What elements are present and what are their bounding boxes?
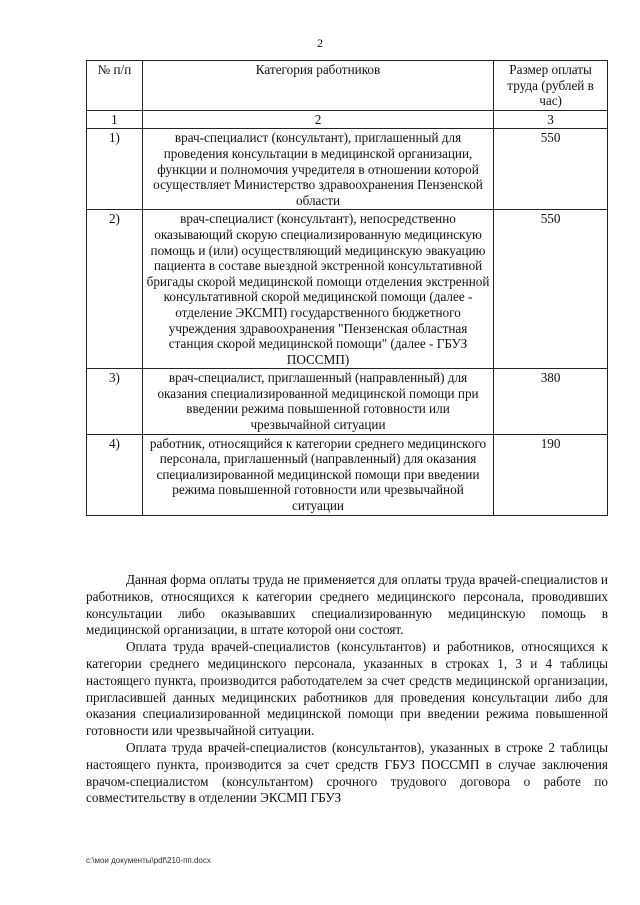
row-rate: 550 (494, 129, 608, 210)
row-rate: 190 (494, 434, 608, 515)
row-number: 2) (87, 210, 143, 369)
row-number: 1) (87, 129, 143, 210)
table-row (87, 129, 608, 210)
column-number: 2 (142, 110, 493, 129)
table-row (87, 434, 608, 515)
table-header-row (87, 61, 608, 111)
row-category: врач-специалист, приглашенный (направленный) для оказания специализированной медицинской помощи при введении режима повышенной готовности или чрезвычайной ситуации (142, 369, 493, 434)
payment-rates-table (86, 60, 608, 516)
table-row (87, 369, 608, 434)
row-rate: 550 (494, 210, 608, 369)
header-category: Категория работников (142, 61, 493, 111)
header-number: № п/п (87, 61, 143, 111)
row-category: работник, относящийся к категории среднего медицинского персонала, приглашенный (направленный) для оказания специализированной медицинской помощи при введении режима повышенной готовности или чрезвычайной ситуации (142, 434, 493, 515)
row-category: врач-специалист (консультант), приглашенный для проведения консультации в медицинской организации, функции и полномочия учредителя в отношении которой осуществляет Министерство здравоохранения Пензенской области (142, 129, 493, 210)
body-text (86, 572, 608, 807)
page-number: 2 (317, 36, 323, 50)
column-number: 1 (87, 110, 143, 129)
row-rate: 380 (494, 369, 608, 434)
file-path-footer: c:\мои документы\pdf\210-пп.docx (86, 856, 211, 865)
paragraph: Оплата труда врачей-специалистов (консультантов), указанных в строке 2 таблицы настоящего пункта, производится за счет средств ГБУЗ ПОССМП в случае заключения врачом-специалистом (консультантом) срочного трудового договора о работе по совместительству в отделении ЭКСМП ГБУЗ (86, 739, 608, 806)
column-numbers-row (87, 110, 608, 129)
row-number: 4) (87, 434, 143, 515)
column-number: 3 (494, 110, 608, 129)
table-row (87, 210, 608, 369)
row-category: врач-специалист (консультант), непосредственно оказывающий скорую специализированную медицинскую помощь и (или) осуществляющий медицинскую эвакуацию пациента в составе выездной экстренной консультативной бригады скорой медицинской помощи отделения экстренной консультативной скорой медицинской помощи (далее - отделение ЭКСМП) государственного бюджетного учреждения здравоохранения "Пензенская областная станция скорой медицинской помощи" (далее - ГБУЗ ПОССМП) (142, 210, 493, 369)
paragraph: Оплата труда врачей-специалистов (консультантов) и работников, относящихся к категории среднего медицинского персонала, указанных в строках 1, 3 и 4 таблицы настоящего пункта, производится работодателем за счет средств медицинской организации, пригласившей данных медицинских работников для проведения консультации либо для оказания специализированной медицинской помощи при введении режима повышенной готовности или чрезвычайной ситуации. (86, 639, 608, 739)
row-number: 3) (87, 369, 143, 434)
paragraph: Данная форма оплаты труда не применяется для оплаты труда врачей-специалистов и работников, относящихся к категории среднего медицинского персонала, проводивших консультации либо оказывавших специализированную медицинскую помощь в медицинской организации, в штате которой они состоят. (86, 572, 608, 638)
header-rate: Размер оплаты труда (рублей в час) (494, 61, 608, 111)
